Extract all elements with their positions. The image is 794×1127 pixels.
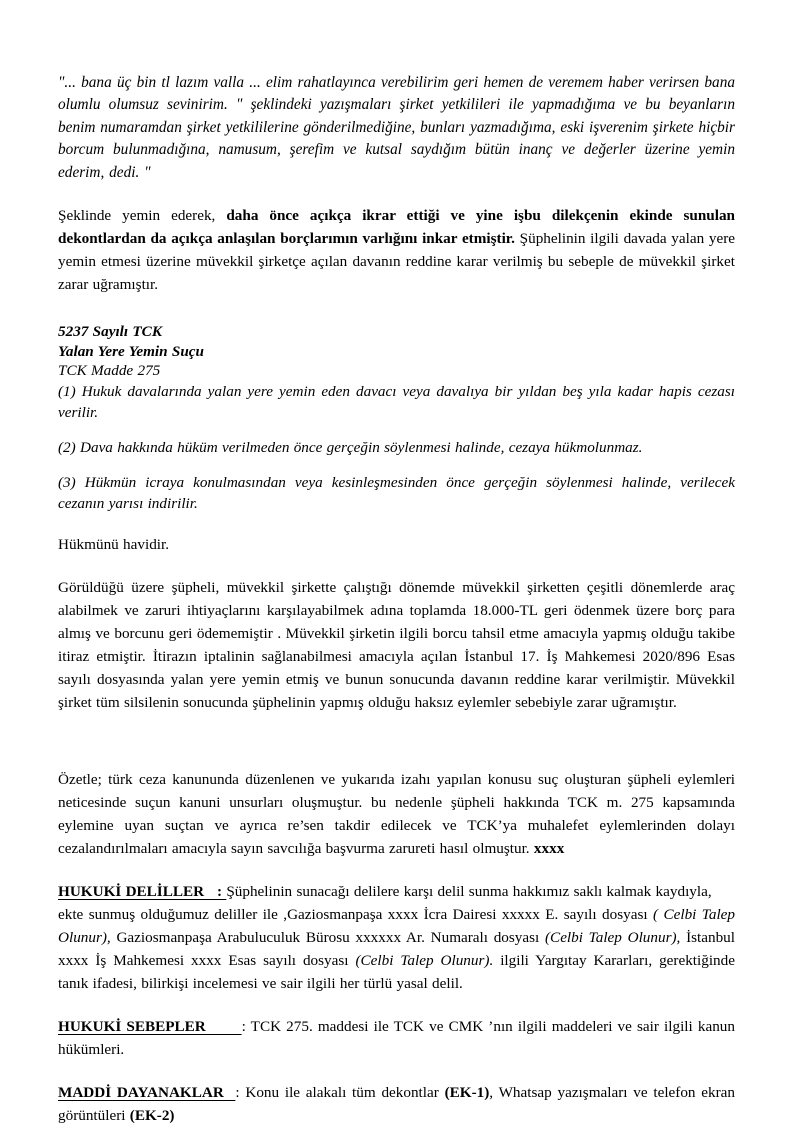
attachment-ref-2: (EK-2) — [129, 1106, 175, 1124]
law-clause-3: (3) Hükmün icraya konulmasından veya kesinleşmesinden önce gerçeğin söylenmesi halinde, verilecek cezanın yarısı indirilir. — [58, 473, 735, 512]
section-evidence-first-line: Şüphelinin sunacağı delilere karşı delil sunma hakkımız saklı kalmak kaydıyla, — [226, 882, 712, 900]
spacer — [58, 296, 735, 322]
document-body — [58, 72, 735, 1127]
oath-bold-run: daha önce açıkça ikrar ettiği ve yine işbu dilekçenin ekinde sunulan dekontlardan da açıkça anlaşılan borçlarımın varlığını inkar etmiştir. — [58, 207, 736, 248]
summary-text: Özetle; türk ceza kanununda düzenlenen ve yukarıda izahı yapılan konusu suç oluşturan şüpheli eylemleri neticesinde suçun kanuni unsurları oluşmuştur. bu nedenle şüpheli hakkında TCK m. 275 kapsamında eylemine uyan suçtan ve ayrıca re’sen takdir edilecek ve TCK’ya muhalefet eylemlerinden dolayı cezalandırılmaları amacıyla sayın savcılığa başvurma zarureti hasıl olmuştur. — [58, 770, 735, 857]
evidence-body-part-1: ekte sunmuş olduğumuz deliller ile ,Gaziosmanpaşa xxxx İcra Dairesi xxxxx E. sayılı dosyası — [58, 905, 654, 923]
summary-paragraph — [58, 768, 735, 860]
evidence-italic-note-3: (Celbi Talep Olunur). — [355, 951, 494, 969]
evidence-body-part-4: ilgili Yargıtay Kararları, gerektiğinde tanık ifadesi, bilirkişi incelemesi ve sair ilgili her türlü yasal delil. — [58, 951, 735, 992]
section-evidence-label: HUKUKİ DELİLLER : — [58, 882, 227, 900]
law-code-heading: 5237 Sayılı TCK — [58, 323, 162, 341]
spacer — [58, 1061, 735, 1081]
section-material-grounds-label: MADDİ DAYANAKLAR — [58, 1083, 236, 1101]
spacer — [58, 423, 735, 437]
facts-paragraph: Görüldüğü üzere şüpheli, müvekkil şirkette çalıştığı dönemde müvekkil şirketten çeşitli dönemlerde araç alabilmek ve zaruri ihtiyaçlarını karşılayabilmek adına toplamda 18.000-TL geri ödenmek üzere borç para almış ve borcunu geri ödememiştir . Müvekkil şirketin ilgili borcu tahsil etme amacıyla yapmış olduğu takibe itiraz etmiştir. İtirazın iptalinin sağlanabilmesi amacıyla açılan İstanbul 17. İş Mahkemesi 2020/896 Esas sayılı dosyasında yalan yere yemin etmiş ve bunun sonucunda davanın reddine karar verilmiştir. Müvekkil şirket tüm silsilenin sonucunda şüphelinin yapmış olduğu haksız eylemler sebebiyle zarar uğramıştır. — [58, 578, 735, 711]
section-legal-grounds — [58, 1015, 735, 1061]
quoted-testimony-paragraph: "... bana üç bin tl lazım valla ... elim rahatlayınca verebilirim geri hemen de veremem haber verirsen bana olumlu olumsuz sevinirim. " şeklindeki yazışmaları şirket yetkilileri ile yapmadığıma ve bu beyanların benim numaramdan şirket yetkililerine gönderilmediğine, bunları yazmadığıma, eski işverenim şirkete hiçbir borcum bulunmadığına, namusum, şerefim ve kutsal saydığım bütün inanç ve değerler üzerine yemin ederim, dedi. " — [58, 74, 735, 181]
oath-lead-text: Şeklinde yemin ederek, — [58, 207, 227, 225]
spacer-large — [58, 714, 735, 768]
attachment-ref-1: (EK-1) — [444, 1083, 490, 1101]
legal-grounds-body: : TCK 275. maddesi ile TCK ve CMK ’nın ilgili maddeleri ve sair ilgili kanun hükümleri. — [58, 1017, 735, 1058]
law-article-label: TCK Madde 275 — [58, 362, 161, 380]
spacer — [58, 184, 735, 204]
law-offence-heading: Yalan Yere Yemin Suçu — [58, 342, 204, 360]
law-closing-line: Hükmünü havidir. — [58, 535, 170, 553]
spacer — [58, 458, 735, 472]
law-clause-1: (1) Hukuk davalarında yalan yere yemin eden davacı veya davalıya bir yıldan beş yıla kadar hapis cezası verilir. — [58, 382, 735, 421]
section-material-grounds — [58, 1081, 735, 1127]
spacer — [58, 556, 735, 576]
section-legal-grounds-label: HUKUKİ SEBEPLER — [58, 1017, 242, 1035]
summary-trailing-marker: xxxx — [533, 839, 565, 857]
oath-paragraph — [58, 204, 735, 296]
law-clause-2: (2) Dava hakkında hüküm verilmeden önce gerçeğin söylenmesi halinde, cezaya hükmolunmaz. — [58, 438, 643, 456]
spacer — [58, 514, 735, 534]
spacer — [58, 860, 735, 880]
spacer — [58, 995, 735, 1015]
oath-tail-text: Şüphelinin ilgili davada yalan yere yemin etmesi üzerine müvekkil şirketçe açılan davanın reddine karar verilmiş bu sebeple de müvekkil şirket zarar uğramıştır. — [58, 230, 735, 294]
section-evidence-body — [58, 903, 735, 995]
material-grounds-body-part-2: , Whatsap yazışmaları ve telefon ekran görüntüleri — [58, 1083, 736, 1124]
section-evidence — [58, 880, 735, 903]
evidence-body-part-3: İstanbul xxxx İş Mahkemesi xxxx Esas sayılı dosyası — [58, 928, 735, 969]
evidence-italic-note-2: (Celbi Talep Olunur), — [545, 928, 681, 946]
evidence-italic-note-1: ( Celbi Talep Olunur), — [58, 905, 735, 946]
evidence-body-part-2: Gaziosmanpaşa Arabuluculuk Bürosu xxxxxx Ar. Numaralı dosyası — [110, 928, 545, 946]
material-grounds-body-part-1: : Konu ile alakalı tüm dekontlar — [235, 1083, 445, 1101]
